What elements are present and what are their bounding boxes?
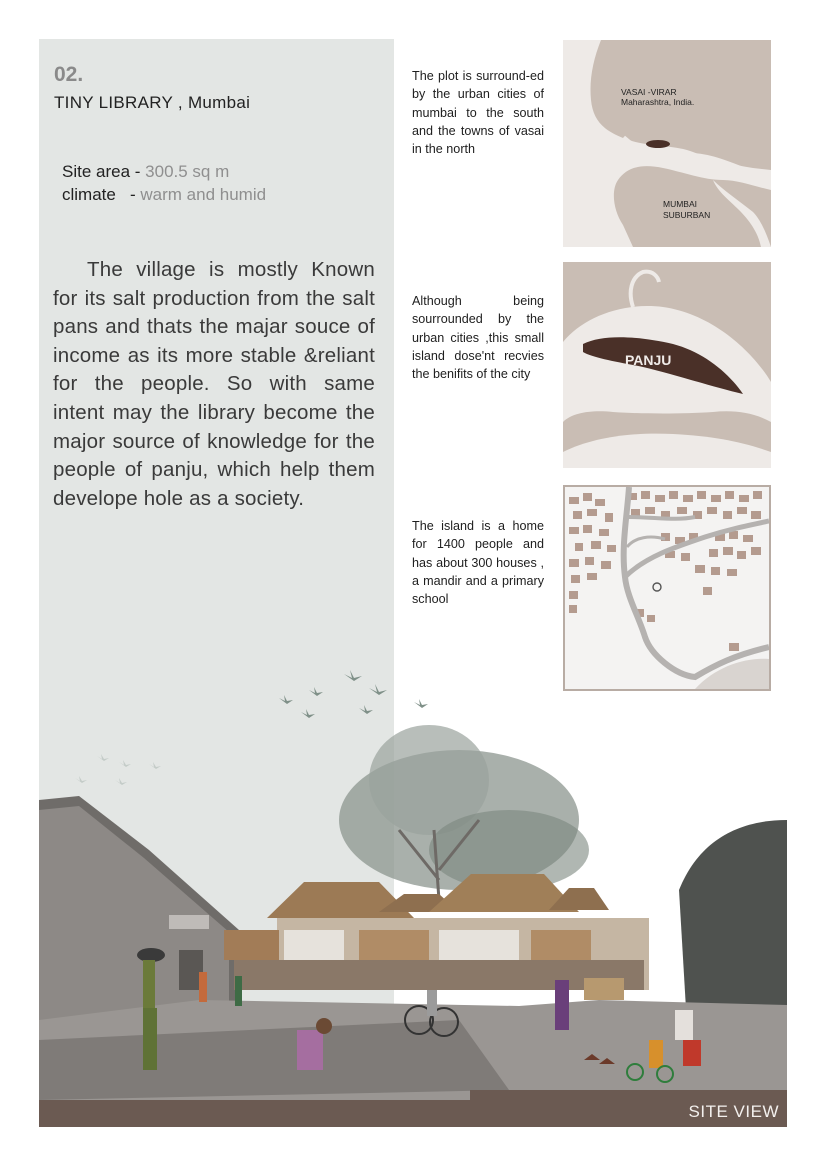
map1-label-north-sub: Maharashtra, India. (621, 97, 695, 107)
ground-strip-upper (470, 1090, 787, 1100)
site-area-label: Site area - (62, 162, 146, 181)
climate (62, 185, 266, 205)
site-view-caption: SITE VIEW (688, 1102, 779, 1121)
island-map (563, 262, 771, 468)
site-view-illustration (39, 660, 787, 1100)
note-population: The island is a home for 1400 people and has about 300 houses , a mandir and a primary school (412, 519, 544, 607)
project-number: 02. (54, 63, 84, 86)
climate-value: warm and humid (140, 185, 267, 204)
site-area (62, 162, 229, 182)
map1-label-north: VASAI -VIRAR (621, 87, 677, 97)
description-text: The village is mostly Known for its salt production from the salt pans and thats the majar souce of income as its more stable &reliant for the people. So with same intent may the library become the major source of knowledge for the people of panju, which help them develope hole as a society. (53, 258, 375, 510)
site-area-value: 300.5 sq m (145, 162, 230, 181)
climate-label: climate - (62, 185, 141, 204)
map1-label-south: MUMBAI (663, 199, 697, 209)
regional-map (563, 40, 771, 247)
description-paragraph (53, 256, 375, 513)
map1-label-south-sub: SUBURBAN (663, 210, 711, 220)
map2-label-panju: PANJU (625, 352, 672, 368)
project-title: TINY LIBRARY , Mumbai (54, 93, 251, 112)
note-location: The plot is surround-ed by the urban cities of mumbai to the south and the towns of vasai in the north (412, 69, 544, 157)
note-island: Although being sourrounded by the urban cities ,this small island dose'nt recvies the benifits of the city (412, 294, 544, 382)
ground-strip (39, 1100, 787, 1127)
